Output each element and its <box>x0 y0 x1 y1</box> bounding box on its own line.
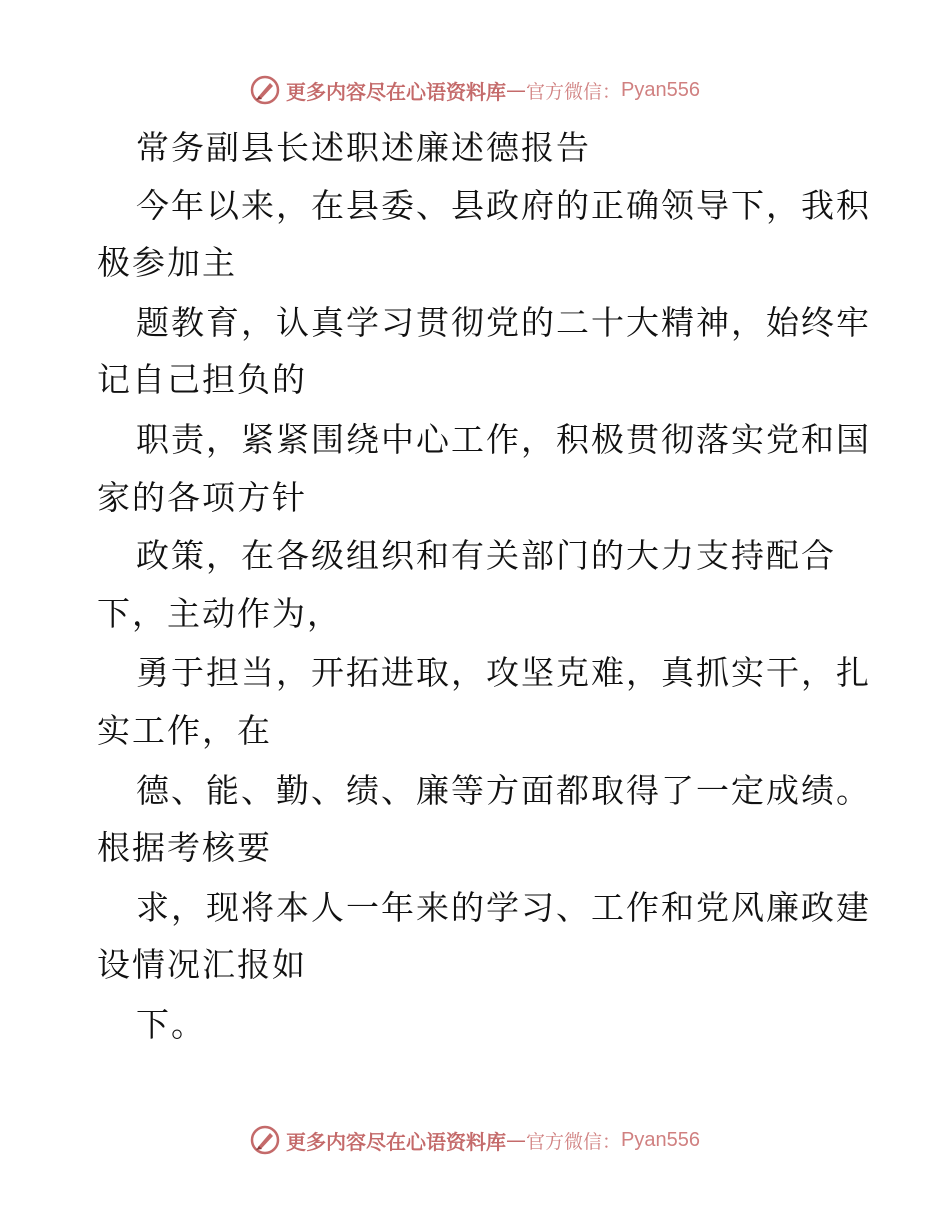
paragraph-line: 记自己担负的 <box>97 360 307 399</box>
paragraph-line: 极参加主 <box>97 243 237 282</box>
banner-dash: — <box>506 78 526 102</box>
header-banner <box>0 70 950 110</box>
banner-wechat-label: 官方微信： <box>526 1130 622 1153</box>
paragraph-line: 德、能、勤、绩、廉等方面都取得了一定成绩。 <box>136 771 871 810</box>
banner-wechat-id: Pyan556 <box>621 78 700 101</box>
paragraph-line: 题教育，认真学习贯彻党的二十大精神，始终牢 <box>136 303 871 342</box>
banner-main-text: 更多内容尽在心语资料库 <box>286 79 506 104</box>
paragraph-line: 今年以来，在县委、县政府的正确领导下，我积 <box>136 186 871 225</box>
pen-logo-icon <box>250 75 280 105</box>
paragraph-line: 政策，在各级组织和有关部门的大力支持配合 <box>136 536 836 575</box>
banner-main-text: 更多内容尽在心语资料库 <box>286 1129 506 1154</box>
document-title: 常务副县长述职述廉述德报告 <box>136 128 591 167</box>
footer-banner <box>0 1120 950 1160</box>
pen-logo-icon <box>250 1125 280 1155</box>
banner-dash: — <box>506 1128 526 1152</box>
banner-wechat-id: Pyan556 <box>621 1128 700 1151</box>
paragraph-line: 家的各项方针 <box>97 478 307 517</box>
paragraph-line: 实工作，在 <box>97 711 272 750</box>
paragraph-line: 根据考核要 <box>97 828 272 867</box>
paragraph-line: 求，现将本人一年来的学习、工作和党风廉政建 <box>136 888 871 927</box>
paragraph-line: 下。 <box>136 1005 206 1044</box>
paragraph-line: 职责，紧紧围绕中心工作，积极贯彻落实党和国 <box>136 420 871 459</box>
banner-wechat-label: 官方微信： <box>526 80 622 103</box>
paragraph-line: 勇于担当，开拓进取，攻坚克难，真抓实干，扎 <box>136 653 871 692</box>
paragraph-line: 设情况汇报如 <box>97 945 307 984</box>
paragraph-line: 下，主动作为， <box>97 594 342 633</box>
